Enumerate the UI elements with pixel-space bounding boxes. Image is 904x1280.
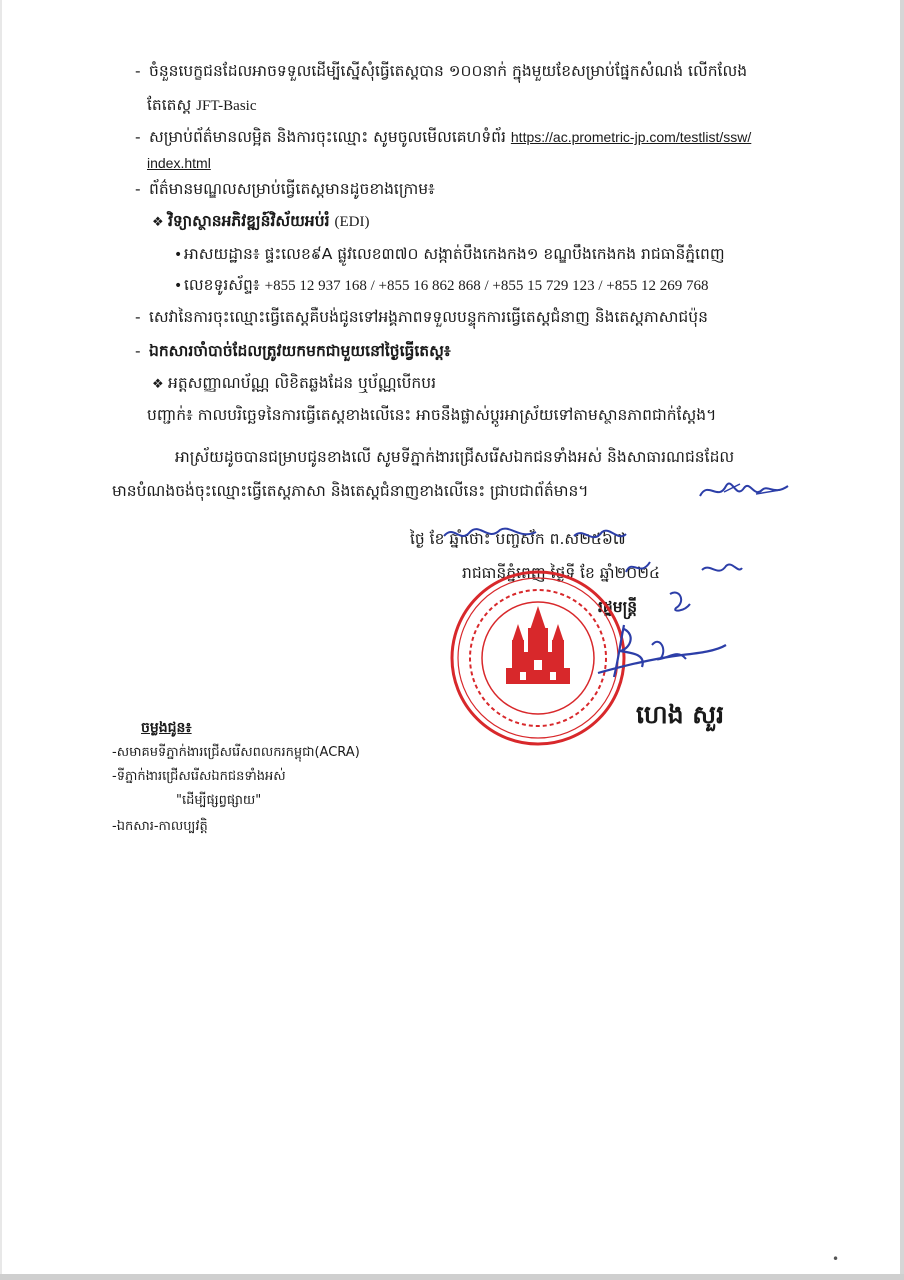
cc-item: -ឯកសារ-កាលប្បវត្តិ (112, 819, 208, 834)
body-line: មានបំណងចង់ចុះឈ្មោះធ្វើតេស្តភាសា និងតេស្តជំនាញខាងលើនេះ ជ្រាបជាព័ត៌មាន។ (112, 482, 589, 500)
body-line (147, 152, 211, 174)
body-line: • អាសយដ្ឋាន៖ ផ្ទះលេខ៩A ផ្លូវលេខ៣៧០ សង្កាត់បឹងកេងកង១ ខណ្ឌបឹងកេងកង រាជធានីភ្នំពេញ (174, 243, 725, 266)
body-line: តែតេស្ត JFT-Basic (147, 96, 257, 114)
website-link[interactable]: https://ac.prometric-jp.com/testlist/ssw/ (510, 129, 752, 145)
cc-title: ចម្លងជូន៖ (141, 720, 192, 736)
body-line: បញ្ជាក់៖ កាលបរិច្ឆេទនៃការធ្វើតេស្តខាងលើនេះ អាចនឹងផ្លាស់ប្តូរអាស្រ័យទៅតាមស្ថានភាពជាក់ស្តែង។ (147, 406, 717, 424)
minister-title: រដ្ឋមន្ត្រី (598, 598, 638, 616)
minister-name: ហេង សួរ (636, 700, 725, 729)
body-line: - ព័ត៌មានមណ្ឌលសម្រាប់ធ្វើតេស្តមានដូចខាងក្រោម៖ (135, 180, 435, 198)
handwritten-day (440, 522, 540, 550)
signature (590, 615, 730, 695)
body-line: - សម្រាប់ព័ត៌មានលម្អិត និងការចុះឈ្មោះ សូមចូលមើលគេហទំព័រ https://ac.prometric-jp.com/testlist/ssw/ (135, 128, 752, 146)
date-lunar: ថ្ងៃ ខែ ឆ្នាំថោះ បញ្ចស័ក ព.ស២៥៦៧ (410, 530, 626, 548)
cc-item: "ដើម្បីផ្សព្វផ្សាយ" (176, 793, 262, 808)
body-line: ❖ អត្តសញ្ញាណប័ណ្ណ លិខិតឆ្លងដែន ឬប័ណ្ណបើកបរ (152, 372, 436, 396)
diamond-bullet-icon: ❖ (152, 215, 164, 230)
page-edge (900, 0, 904, 1280)
initials-scrawl (696, 478, 792, 504)
body-line: - សេវានៃការចុះឈ្មោះធ្វើតេស្តគឺបង់ជូនទៅអង្គភាពទទួលបន្ទុកការធ្វើតេស្តជំនាញ និងតេស្តភាសាជប៉ុន (135, 308, 708, 326)
body-line: ❖ វិទ្យាស្ថានអភិវឌ្ឍន៍វិស័យអប់រំ (EDI) (152, 210, 369, 234)
date-solar: រាជធានីភ្នំពេញ ថ្ងៃទី ខែ ឆ្នាំ២០២៤ (462, 564, 660, 582)
body-line: - ចំនួនបេក្ខជនដែលអាចទទួលដើម្បីស្នើសុំធ្វើតេស្តបាន ១០០នាក់ ក្នុងមួយខែសម្រាប់ផ្នែកសំណង់ លើកលែង (135, 62, 748, 80)
cc-item: -ទីភ្នាក់ងារជ្រើសរើសឯកជនទាំងអស់ (112, 769, 286, 784)
handwritten-mark (666, 588, 694, 618)
website-link[interactable]: index.html (147, 155, 211, 171)
dot-bullet-icon: • (174, 247, 183, 263)
handwritten-solar-month (700, 558, 744, 586)
page-edge (0, 0, 2, 1280)
body-line: - ឯកសារចាំបាច់ដែលត្រូវយកមកជាមួយនៅថ្ងៃធ្វើតេស្ត៖ (135, 342, 451, 360)
body-line: អាស្រ័យដូចបានជម្រាបជូនខាងលើ សូមទីភ្នាក់ងារជ្រើសរើសឯកជនទាំងអស់ និងសាធារណជនដែល (175, 448, 735, 466)
page-edge (0, 1274, 904, 1280)
handwritten-month (572, 524, 628, 552)
page-dot: • (832, 1252, 840, 1266)
diamond-bullet-icon: ❖ (152, 377, 164, 392)
dot-bullet-icon: • (174, 278, 183, 294)
body-line: • លេខទូរស័ព្ទ៖ +855 12 937 168 / +855 16 862 868 / +855 15 729 123 / +855 12 269 768 (174, 274, 708, 297)
cc-item: -សមាគមទីភ្នាក់ងារជ្រើសរើសពលករកម្ពុជា(ACRA) (112, 745, 360, 760)
